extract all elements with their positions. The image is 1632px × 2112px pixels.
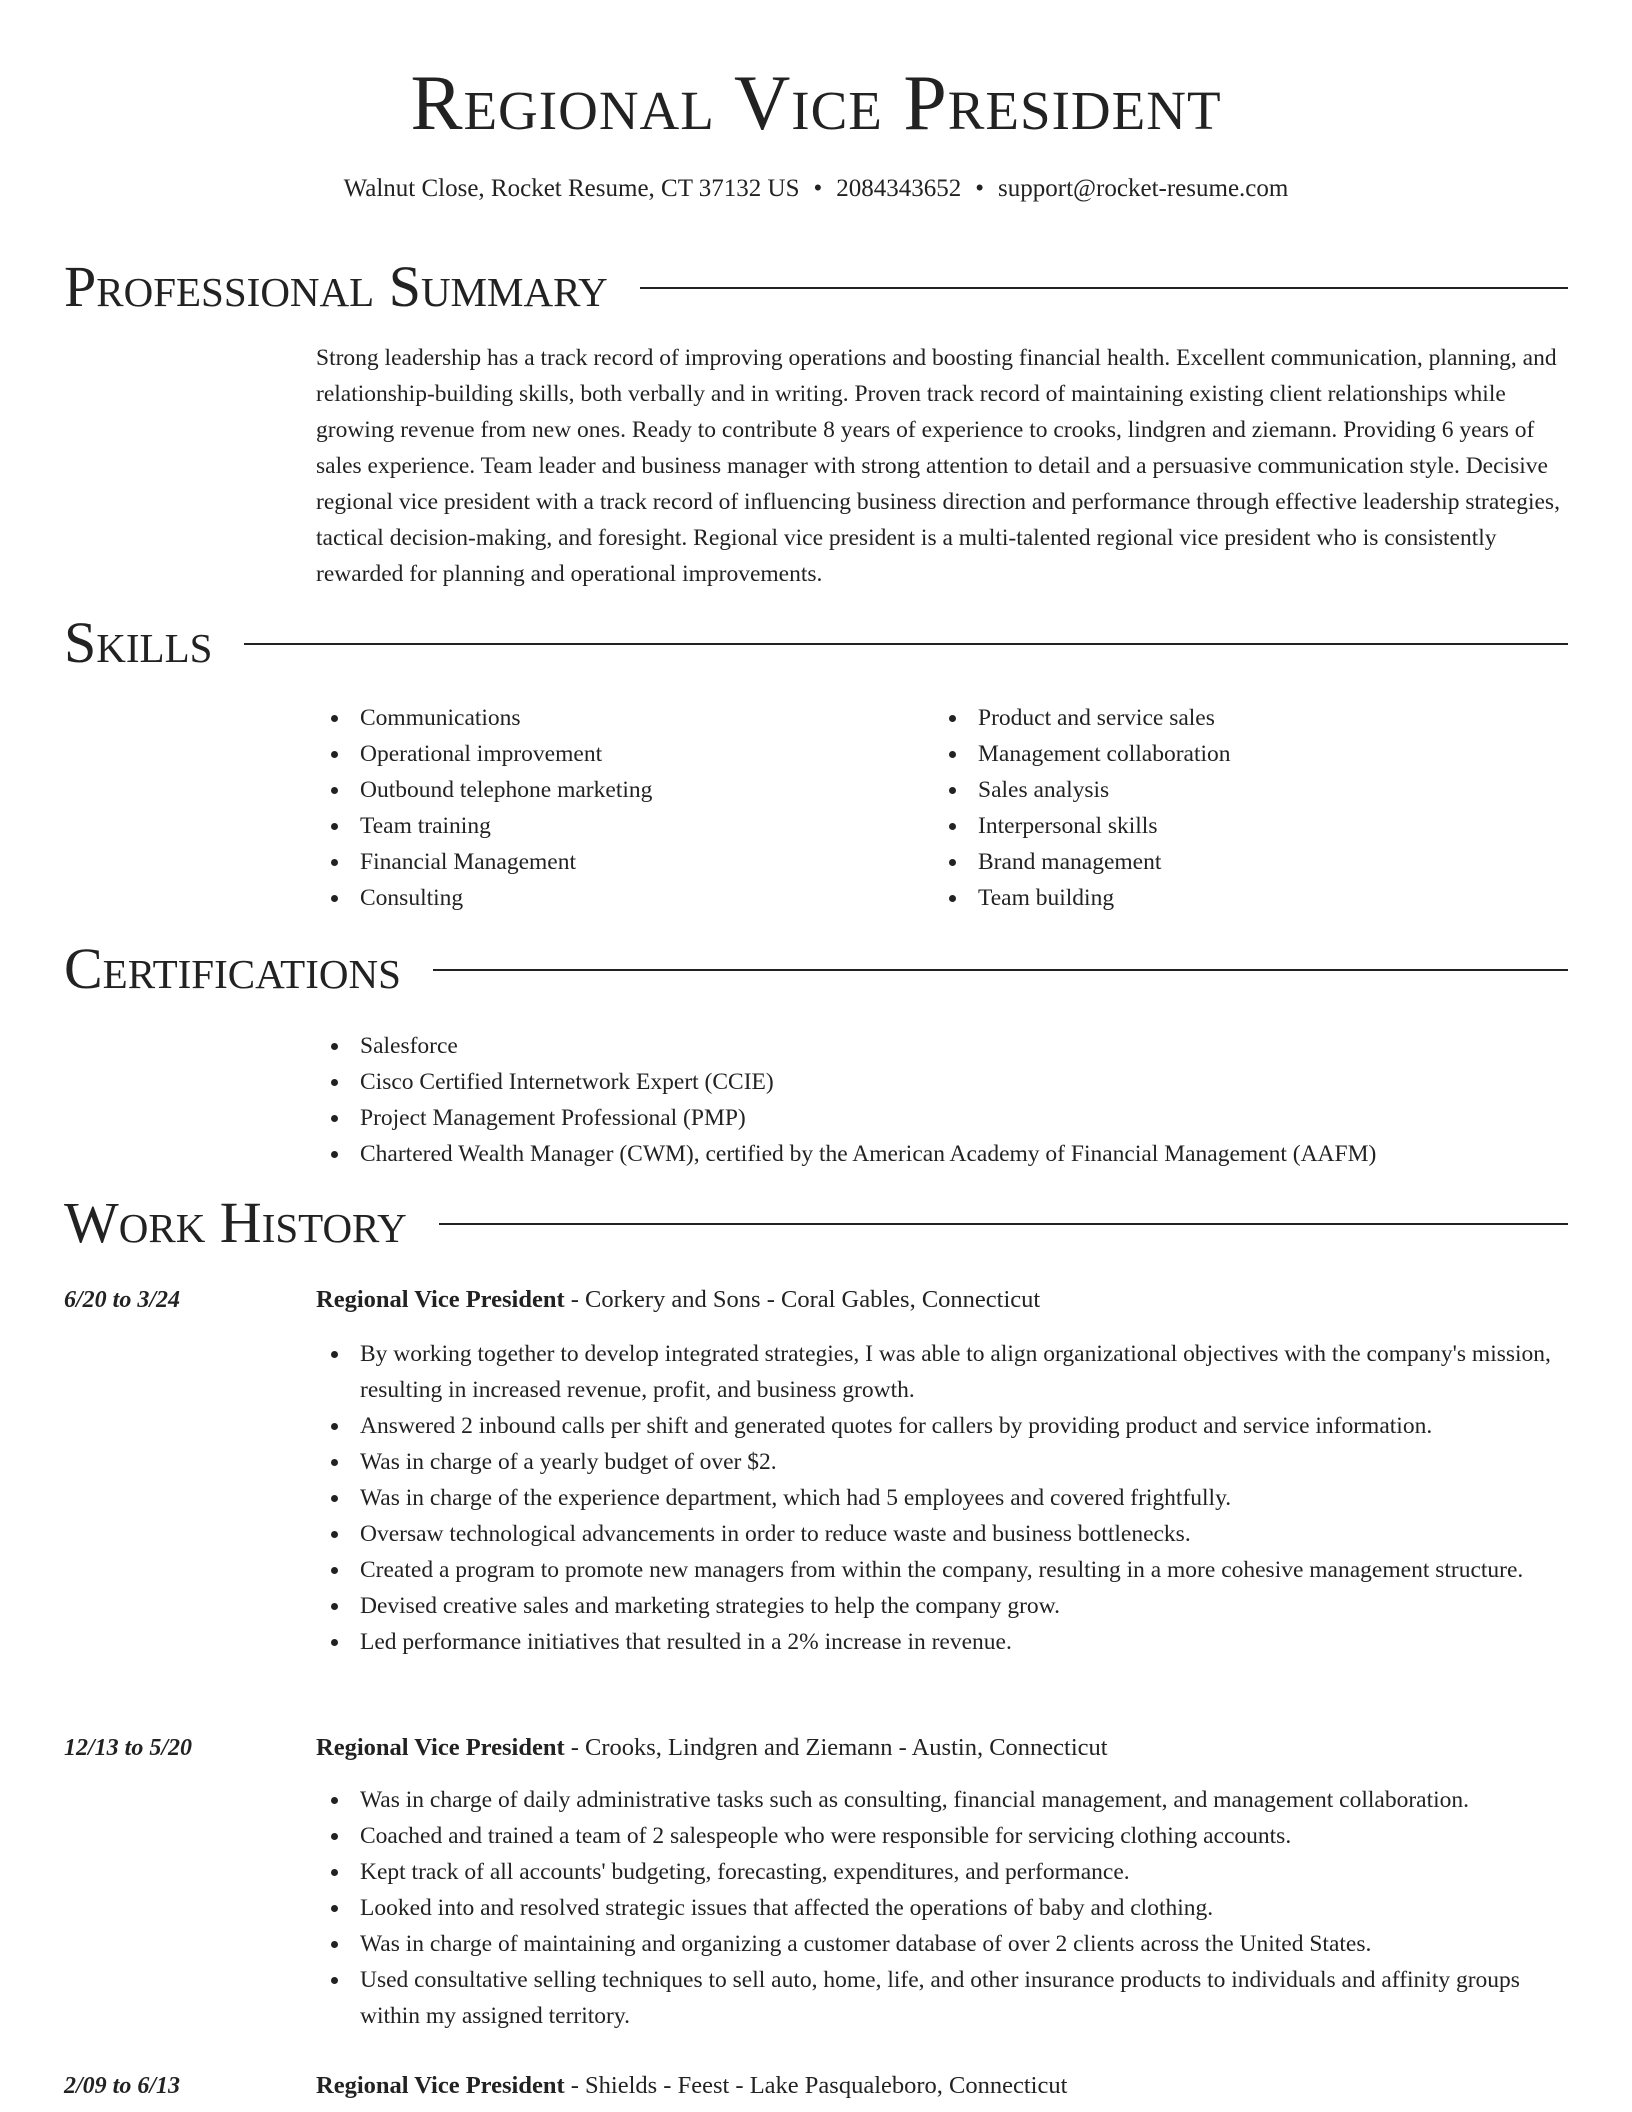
job-role: Regional Vice President <box>316 1734 565 1761</box>
section-rule <box>244 643 1568 645</box>
job-bullet: Oversaw technological advancements in order to reduce waste and business bottlenecks. <box>316 1516 1568 1552</box>
skills-list-left <box>316 700 916 916</box>
job-details: - Corkery and Sons - Coral Gables, Connecticut <box>564 1286 1041 1313</box>
job-dates: 2/09 to 6/13 <box>64 2073 181 2099</box>
email: support@rocket-resume.com <box>998 175 1289 202</box>
job-details: - Shields - Feest - Lake Pasqualeboro, Connecticut <box>564 2072 1068 2099</box>
job-bullet: Kept track of all accounts' budgeting, forecasting, expenditures, and performance. <box>316 1854 1568 1890</box>
contact-line <box>0 172 1632 206</box>
resume-name: Regional Vice President <box>410 59 1222 146</box>
job-bullet: Was in charge of the experience department, which had 5 employees and covered frightfully. <box>316 1480 1568 1516</box>
job-bullets <box>316 1336 1568 1660</box>
section-title: Professional Summary <box>64 254 608 319</box>
section-title: Certifications <box>64 936 401 1001</box>
job-heading <box>316 1730 1568 1766</box>
section-heading-summary <box>64 252 1568 322</box>
job-dates: 12/13 to 5/20 <box>64 1735 193 1761</box>
section-rule <box>439 1223 1568 1225</box>
job-bullet: Looked into and resolved strategic issues that affected the operations of baby and clothing. <box>316 1890 1568 1926</box>
summary-text: Strong leadership has a track record of improving operations and boosting financial health. Excellent communication, planning, and relationship-building skills, both verbally and in writing. Proven track record of maintaining existing client relationships while growing revenue from new ones. Ready to contribute 8 years of experience to crooks, lindgren and ziemann. Providing 6 years of sales experience. Team leader and business manager with strong attention to detail and a persuasive communication style. Decisive regional vice president with a track record of influencing business direction and performance through effective leadership strategies, tactical decision-making, and foresight. Regional vice president is a multi-talented regional vice president who is consistently rewarded for planning and operational improvements. <box>316 345 1560 587</box>
job-bullet: By working together to develop integrated strategies, I was able to align organizational objectives with the company's mission, resulting in increased revenue, profit, and business growth. <box>316 1336 1568 1408</box>
skill-item: Brand management <box>934 844 1568 880</box>
skill-item: Financial Management <box>316 844 916 880</box>
skill-item: Consulting <box>316 880 916 916</box>
skill-item: Sales analysis <box>934 772 1568 808</box>
section-rule <box>640 287 1568 289</box>
section-heading-certifications <box>64 934 1568 1004</box>
section-title: Work History <box>64 1190 407 1255</box>
job-bullet: Was in charge of maintaining and organizing a customer database of over 2 clients across the United States. <box>316 1926 1568 1962</box>
certification-item: Chartered Wealth Manager (CWM), certified by the American Academy of Financial Management (AAFM) <box>316 1136 1568 1172</box>
skill-item: Team building <box>934 880 1568 916</box>
job-role: Regional Vice President <box>316 1286 565 1313</box>
skill-item: Operational improvement <box>316 736 916 772</box>
job-bullet: Used consultative selling techniques to sell auto, home, life, and other insurance products to individuals and affinity groups within my assigned territory. <box>316 1962 1568 2034</box>
skills-list-right <box>934 700 1568 916</box>
job-bullet: Led performance initiatives that resulted in a 2% increase in revenue. <box>316 1624 1568 1660</box>
skill-item: Communications <box>316 700 916 736</box>
job-heading <box>316 1282 1568 1318</box>
job-bullet: Devised creative sales and marketing strategies to help the company grow. <box>316 1588 1568 1624</box>
certifications-list <box>316 1028 1568 1172</box>
skill-item: Outbound telephone marketing <box>316 772 916 808</box>
section-heading-skills <box>64 608 1568 678</box>
job-bullet: Created a program to promote new managers from within the company, resulting in a more cohesive management structure. <box>316 1552 1568 1588</box>
separator-dot: • <box>813 175 823 202</box>
separator-dot: • <box>975 175 985 202</box>
certification-item: Salesforce <box>316 1028 1568 1064</box>
certification-item: Cisco Certified Internetwork Expert (CCIE) <box>316 1064 1568 1100</box>
job-bullet: Coached and trained a team of 2 salespeople who were responsible for servicing clothing accounts. <box>316 1818 1568 1854</box>
skill-item: Interpersonal skills <box>934 808 1568 844</box>
job-role: Regional Vice President <box>316 2072 565 2099</box>
section-heading-work-history <box>64 1188 1568 1258</box>
skill-item: Management collaboration <box>934 736 1568 772</box>
job-details: - Crooks, Lindgren and Ziemann - Austin, Connecticut <box>564 1734 1108 1761</box>
phone: 2084343652 <box>836 175 962 202</box>
section-rule <box>433 969 1568 971</box>
section-title: Skills <box>64 610 213 675</box>
job-bullet: Answered 2 inbound calls per shift and generated quotes for callers by providing product and service information. <box>316 1408 1568 1444</box>
skill-item: Team training <box>316 808 916 844</box>
job-bullets <box>316 1782 1568 2034</box>
job-bullet: Was in charge of daily administrative tasks such as consulting, financial management, and management collaboration. <box>316 1782 1568 1818</box>
job-dates: 6/20 to 3/24 <box>64 1287 181 1313</box>
skill-item: Product and service sales <box>934 700 1568 736</box>
job-bullet: Was in charge of a yearly budget of over $2. <box>316 1444 1568 1480</box>
address: Walnut Close, Rocket Resume, CT 37132 US <box>343 175 800 202</box>
job-heading <box>316 2068 1568 2104</box>
certification-item: Project Management Professional (PMP) <box>316 1100 1568 1136</box>
